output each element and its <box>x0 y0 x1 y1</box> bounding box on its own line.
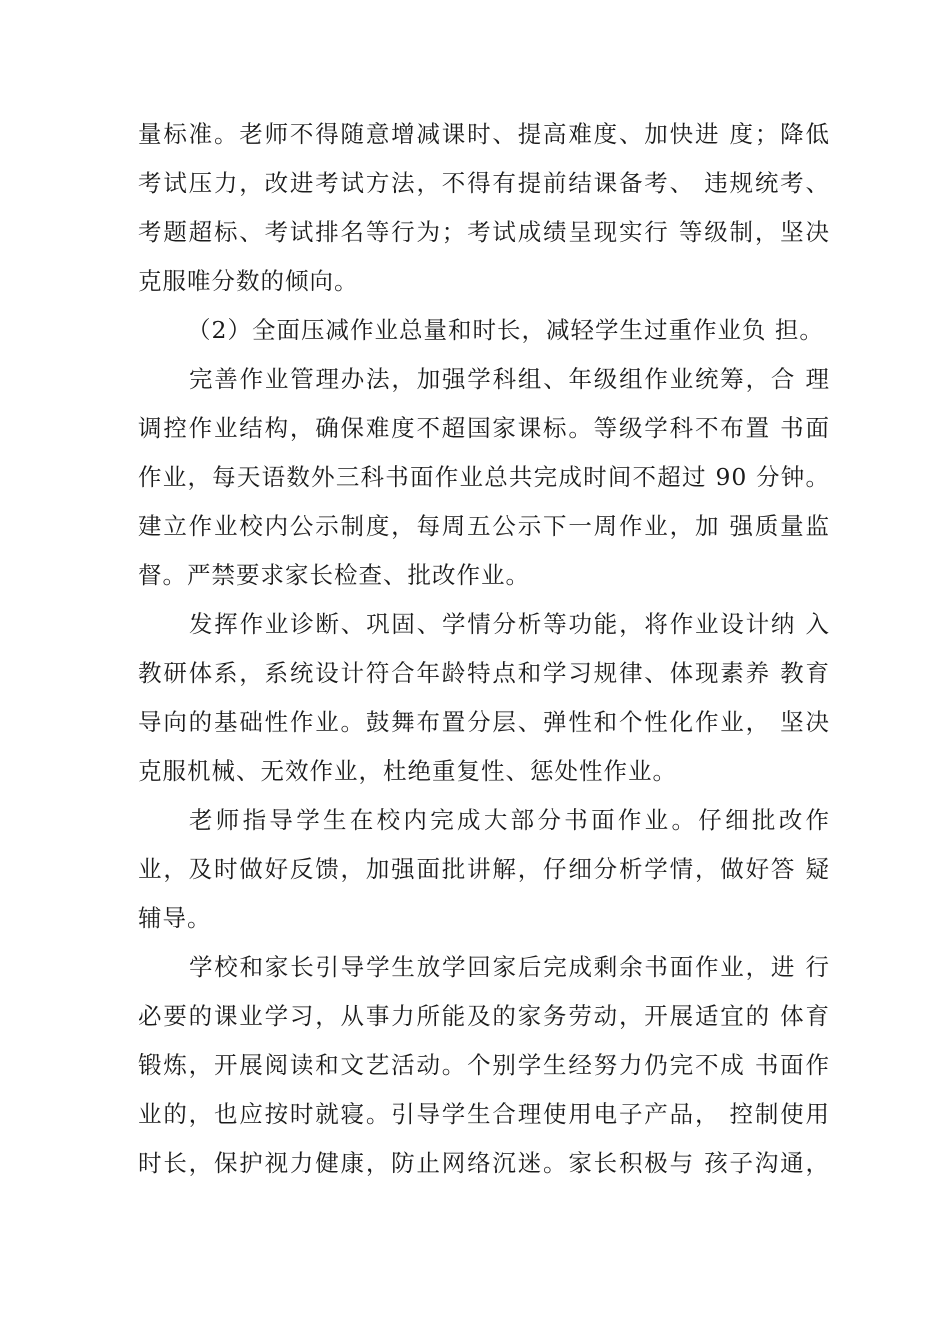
text-line: 学校和家长引导学生放学回家后完成剩余书面作业，进 行 <box>189 953 830 981</box>
paragraph <box>138 355 830 600</box>
text-line: 调控作业结构，确保难度不超国家课标。等级学科不布置 书面 <box>138 414 830 442</box>
text-line: 考试压力，改进考试方法，不得有提前结课备考、 违规统考、 <box>138 169 830 197</box>
text-line: 克服唯分数的倾向。 <box>138 267 359 295</box>
paragraph <box>138 600 830 796</box>
text-line: 锻炼，开展阅读和文艺活动。个别学生经努力仍完不成 书面作 <box>138 1051 830 1079</box>
text-line: 完善作业管理办法，加强学科组、年级组作业统筹，合 理 <box>189 365 830 393</box>
document-body <box>138 110 830 1188</box>
text-line: 辅导。 <box>138 904 212 932</box>
text-line: 建立作业校内公示制度，每周五公示下一周作业，加 强质量监 <box>138 512 830 540</box>
text-line: 督。严禁要求家长检查、批改作业。 <box>138 561 530 589</box>
text-line: 量标准。老师不得随意增减课时、提高难度、加快进 度；降低 <box>138 120 830 148</box>
paragraph <box>138 943 830 1188</box>
paragraph <box>138 110 830 306</box>
section-heading <box>138 306 830 355</box>
text-line: 老师指导学生在校内完成大部分书面作业。仔细批改作 <box>189 806 830 834</box>
text-line: 教研体系，系统设计符合年龄特点和学习规律、体现素养 教育 <box>138 659 830 687</box>
text-line: 业的，也应按时就寝。引导学生合理使用电子产品， 控制使用 <box>138 1100 830 1128</box>
text-line: 作业，每天语数外三科书面作业总共完成时间不超过 90 分钟。 <box>138 463 830 491</box>
text-line: 必要的课业学习，从事力所能及的家务劳动，开展适宜的 体育 <box>138 1002 830 1030</box>
text-line: （2）全面压减作业总量和时长，减轻学生过重作业负 担。 <box>187 316 824 344</box>
text-line: 业，及时做好反馈，加强面批讲解，仔细分析学情，做好答 疑 <box>138 855 830 883</box>
text-line: 发挥作业诊断、巩固、学情分析等功能，将作业设计纳 入 <box>189 610 830 638</box>
paragraph <box>138 796 830 943</box>
text-line: 导向的基础性作业。鼓舞布置分层、弹性和个性化作业， 坚决 <box>138 708 830 736</box>
text-line: 克服机械、无效作业，杜绝重复性、惩处性作业。 <box>138 757 677 785</box>
text-line: 时长，保护视力健康，防止网络沉迷。家长积极与 孩子沟通， <box>138 1149 830 1177</box>
text-line: 考题超标、考试排名等行为；考试成绩呈现实行 等级制，坚决 <box>138 218 830 246</box>
